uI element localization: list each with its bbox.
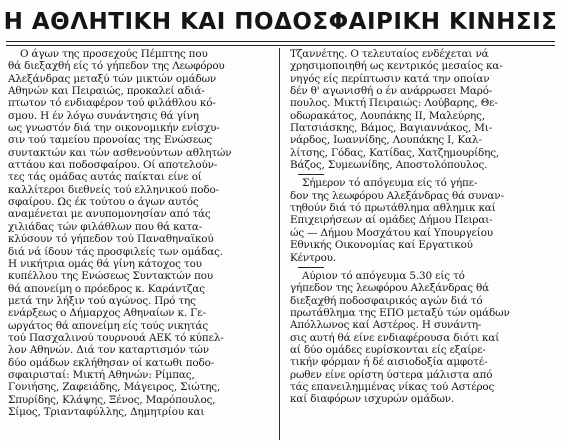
news-item-line: ρωθεν είνε ορίστη ύστερα μάλιστα από <box>290 368 493 381</box>
article-text-line: νηγός είς περίπτωσιν κατά την οποίαν <box>290 72 490 85</box>
article-text-line: ως γνωστόν διά την οικονομικήν ενίσχυ- <box>8 122 220 135</box>
article-text-line: σιν τού ταμείου προνοίας της Ενώσεως <box>8 134 213 147</box>
column-divider <box>279 48 280 440</box>
article-separator <box>290 171 552 177</box>
article-text-line: μετά την λήξιν τού αγώνος. Πρό της <box>8 294 196 307</box>
article-text-line: πτωτον τό ενδιαφέρον τού φιλάθλου κό- <box>8 97 216 110</box>
article-text-line: συντακτών και τών ασθενούντων αθλητών <box>8 146 232 159</box>
article-text-line: θά απονείμη ο πρόεδρος κ. Καράντζας <box>8 282 205 295</box>
article-text-line: δύο ομάδων εκλήθησαν οί κατωθι ποδο- <box>8 356 215 369</box>
article-text-line: Τζαννέτης. Ο τελευταίος ενδέχεται νά <box>290 48 489 60</box>
news-item-line: γήπεδον της λεωφόρου Αλεξάνδρας θά <box>290 282 490 295</box>
article-text-line: οδωρακάτος, Λουπάκης ΙΙ, Μαλεύρης, <box>290 109 485 122</box>
article-text-line: Σπυρίδης, Κλάψης, Ξένος, Μαρόπουλος, <box>8 393 216 406</box>
article-text-line: λίτσης, Γόδας, Κατίδας, Χατζημουρίδης, <box>290 146 500 159</box>
news-item-line: Επιχειρήσεων αί ομάδες Δήμου Πειραι- <box>290 214 493 227</box>
article-text-line: διά νά ίδουν τάς προσφιλείς των ομάδας. <box>8 245 223 258</box>
article-text-line: χρησιμοποιηθή ως κεντρικός μεσαίος κα- <box>290 60 503 73</box>
article-text-line: Πατσιάσκης, Βάμος, Βαγιαννάκος, Μι- <box>290 122 493 135</box>
article-text-line: Γονιήσης, Ζαφειάδης, Μάγειρος, Σιώτης, <box>8 381 221 394</box>
article-text-line: τες τάς ομάδας αυτάς παίκται είνε οί <box>8 171 202 184</box>
article-text-line: κυπέλλου της Ενώσεως Συντακτών που <box>8 270 213 283</box>
article-text-line: δέν θ' αγωνισθή ο έν ανάρρωσει Μαρό- <box>290 85 493 98</box>
article-text-line: ενάρξεως ο Δήμαρχος Αθηναίων κ. Γε- <box>8 307 206 320</box>
right-column <box>290 48 552 443</box>
article-text-line: νάρδος, Ιωαννίδης, Λουπάκης Ι, Καλ- <box>290 134 482 147</box>
article-text-line: σμου. Η έν λόγω συνάντησις θά γίνη <box>8 109 199 122</box>
article-text-line: Ο άγων της προσεχούς Πέμπτης που <box>20 48 208 60</box>
headline-rule-bottom <box>6 45 555 46</box>
news-item-line: τηθούν διά τό πρωτάθλημα αθλημικ καί <box>290 202 496 215</box>
article-text-line: Αλεξάνδρας μεταξύ τών μικτών ομάδων <box>8 72 217 85</box>
headline: Η ΑΘΛΗΤΙΚΗ ΚΑΙ ΠΟΔΟΣΦΑΙΡΙΚΗ ΚΙΝΗΣΙΣ <box>3 9 558 35</box>
news-item-line: αί δύο ομάδες ευρίσκονται είς εξαίρε- <box>290 343 486 356</box>
article-separator <box>290 264 552 270</box>
news-item-line: Εθνικής Οικονομίας καί Εργατικού <box>290 239 473 252</box>
news-item-line: διεξαχθή ποδοσφαιρικός αγών διά τό <box>290 294 483 307</box>
news-item-line: Αύριον τό απόγευμα 5.30 είς τό <box>302 269 465 282</box>
article-text-line: Αθηνών και Πειραιώς, προκαλεί αδιά- <box>8 85 205 98</box>
article-text-line: αττάου και ποδοσφαίρου. Οί αποτελούν- <box>8 159 218 172</box>
news-item-line: σις αυτή θά είνε ενδιαφέρουσα διότι καί <box>290 331 500 344</box>
news-item-line: Απόλλωνος καί Αστέρος. Η συνάντη- <box>290 319 482 332</box>
news-item-line: πρωτάθλημα της ΕΠΟ μεταξύ τών ομάδων <box>290 306 510 319</box>
news-item-line: Σήμερον τό απόγευμα είς τό γήπε- <box>302 177 478 190</box>
article-text-line: πουλος. Μικτή Πειραιώς: Λούβαρης, Θε- <box>290 97 498 110</box>
article-text-line: ωργάτος θά απονείμη είς τούς νικητάς <box>8 319 208 332</box>
article-text-line: θά διεξαχθή είς τό γήπεδον της Λεωφόρου <box>8 60 225 73</box>
news-item-line: δον της λεωφόρου Αλεξάνδρας θά συναν- <box>290 189 504 202</box>
article-text-line: κλύσουν τό γήπεδον τού Παναθηναϊκού <box>8 233 214 246</box>
news-item-line: ώς — Δήμου Μοσχάτου καί Υπουργείου <box>290 226 493 239</box>
article-text-line: αναμένεται με ανυπομονησίαν από τάς <box>8 208 211 221</box>
article-text-line: σφαίρου. Ως έκ τούτου ο άγων αυτός <box>8 196 199 209</box>
article-text-line: τού Πασχαλινού τουρνουά ΑΕΚ τό κύπελ- <box>8 331 224 344</box>
article-text-line: καλλίτεροι διεθνείς τού ελληνικού ποδο- <box>8 183 219 196</box>
article-text-line: χιλιάδας τών φιλάθλων που θά κατα- <box>8 220 203 233</box>
news-item-line: καί διαφόρων ισχυρών ομάδων. <box>290 393 455 406</box>
article-text-line: Η νικήτρια ομάς θά γίνη κάτοχος του <box>8 257 202 270</box>
left-column <box>8 48 270 443</box>
article-text-line: Βάζος, Συμεωνίδης, Αποστολόπουλος. <box>290 159 488 172</box>
article-text-line: σφαιρισταί: Μικτή Αθηνών: Ρίμπας, <box>8 368 195 381</box>
news-item-line: Κέντρου. <box>290 251 336 264</box>
news-item-line: τικήν φόρμαν ή δέ αισιοδοξία αμφοτέ- <box>290 356 488 369</box>
news-item-line: τάς επανειλημμένας νίκας τού Αστέρος <box>290 380 495 393</box>
article-text-line: Σίμος, Τριανταφύλλης, Δημητρίου και <box>8 405 205 418</box>
article-text-line: λον Αθηνών. Διά τον καταρτισμόν τών <box>8 344 209 357</box>
headline-rule-top <box>6 41 555 42</box>
